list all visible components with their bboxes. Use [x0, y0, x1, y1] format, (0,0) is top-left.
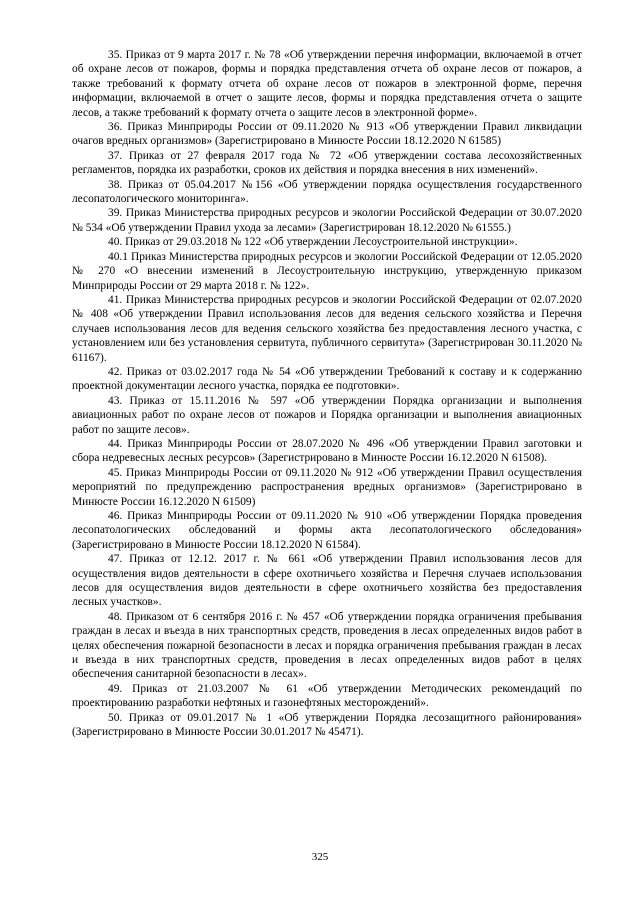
list-item-49: 49. Приказ от 21.03.2007 № 61 «Об утверждении Методических рекомендаций по проектированию разработки нефтяных и газонефтяных месторождений».: [72, 682, 582, 710]
list-item-44: 44. Приказ Минприроды России от 28.07.2020 № 496 «Об утверждении Правил заготовки и сбора недревесных лесных ресурсов» (Зарегистрировано в Минюсте России 16.12.2020 N 61508).: [72, 437, 582, 465]
list-item-47: 47. Приказ от 12.12. 2017 г. № 661 «Об утверждении Правил использования лесов для осуществления видов деятельности в сфере охотничьего хозяйства и Перечня случаев использования лесов для осуществления видов деятельности в сфере охотничьего хозяйства без предоставления лесных участков».: [72, 553, 582, 609]
list-item-50: 50. Приказ от 09.01.2017 № 1 «Об утверждении Порядка лесозащитного районирования» (Зарегистрировано в Минюсте России 30.01.2017 № 45471).: [72, 711, 582, 739]
document-body: [72, 48, 582, 740]
list-item-35: 35. Приказ от 9 марта 2017 г. № 78 «Об утверждении перечня информации, включаемой в отчет об охране лесов от пожаров, формы и порядка представления отчета об охране лесов от пожаров, а также требований к формату отчета об охране лесов от пожаров в электронной форме, перечня информации, включаемой в отчет о защите лесов, формы и порядка представления отчета о защите лесов, а также требований к формату отчета о защите лесов в электронной форме».: [72, 49, 582, 119]
list-item-42: 42. Приказ от 03.02.2017 года № 54 «Об утверждении Требований к составу и к содержанию проектной документации лесного участка, порядка ее подготовки».: [72, 365, 582, 393]
list-item-38: 38. Приказ от 05.04.2017 №156 «Об утверждении порядка осуществления государственного лесопатологического мониторинга».: [72, 178, 582, 206]
list-item-36: 36. Приказ Минприроды России от 09.11.2020 № 913 «Об утверждении Правил ликвидации очагов вредных организмов» (Зарегистрировано в Минюсте России 18.12.2020 N 61585): [72, 121, 582, 148]
page-number: 325: [311, 851, 329, 863]
list-item-37: 37. Приказ от 27 февраля 2017 года № 72 «Об утверждении состава лесохозяйственных регламентов, порядка их разработки, сроков их действия и порядка внесения в них изменений».: [72, 149, 582, 177]
list-item-40: 40. Приказ от 29.03.2018 № 122 «Об утверждении Лесоустроительной инструкции».: [108, 236, 518, 249]
list-item-40-1: 40.1 Приказ Министерства природных ресурсов и экологии Российской Федерации от 12.05.2020 № 270 «О внесении изменений в Лесоустроительную инструкцию, утвержденную приказом Минприроды России от 29 марта 2018 г. № 122».: [72, 250, 582, 292]
list-item-46: 46. Приказ Минприроды России от 09.11.2020 № 910 «Об утверждении Порядка проведения лесопатологических обследований и формы акта лесопатологического обследования» (Зарегистрировано в Минюсте России 18.12.2020 N 61584).: [72, 510, 582, 551]
list-item-48: 48. Приказом от 6 сентября 2016 г. № 457 «Об утверждении порядка ограничения пребывания граждан в лесах и въезда в них транспортных средств, проведения в лесах определенных видов работ в целях обеспечения пожарной безопасности в лесах и порядка ограничения пребывания граждан в лесах и въезда в них транспортных средств, проведения в лесах определенных видов работ в целях обеспечения санитарной безопасности в лесах».: [72, 610, 582, 681]
list-item-39: 39. Приказ Министерства природных ресурсов и экологии Российской Федерации от 30.07.2020 № 534 «Об утверждении Правил ухода за лесами» (Зарегистрирован 18.12.2020 № 61555.): [72, 207, 582, 234]
list-item-43: 43. Приказ от 15.11.2016 № 597 «Об утверждении Порядка организации и выполнения авиационных работ по охране лесов от пожаров и Порядка организации и выполнения авиационных работ по защите лесов».: [72, 394, 582, 436]
list-item-45: 45. Приказ Минприроды России от 09.11.2020 № 912 «Об утверждении Правил осуществления мероприятий по предупреждению распространения вредных организмов» (Зарегистрировано в Минюсте России 16.12.2020 N 61509): [72, 466, 582, 508]
list-item-41: 41. Приказ Министерства природных ресурсов и экологии Российской Федерации от 02.07.2020 № 408 «Об утверждении Правил использования лесов для ведения сельского хозяйства и Перечня случаев использования лесов для ведения сельского хозяйства без предоставления лесного участка, с установлением или без установления сервитута, публичного сервитута» (Зарегистрирован 30.11.2020 № 61167).: [72, 293, 582, 364]
